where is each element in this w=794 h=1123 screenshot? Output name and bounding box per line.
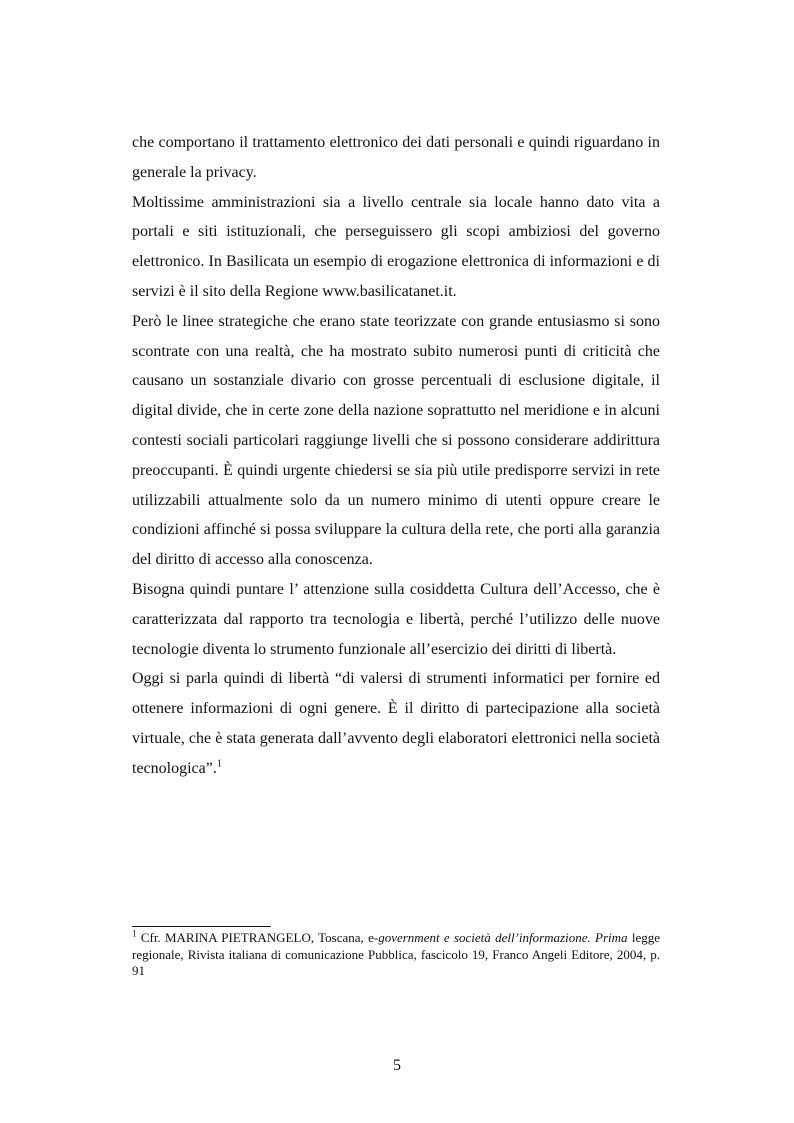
paragraph-1: che comportano il trattamento elettronico dei dati personali e quindi riguardano in generale la privacy. — [132, 134, 660, 181]
footnote-separator — [132, 926, 271, 927]
paragraph-5-text: Oggi si parla quindi di libertà “di valersi di strumenti informatici per fornire ed ottenere informazioni di ogni genere. È il diritto di partecipazione alla società virtuale, che è stata generata dall’avvento degli elaboratori elettronici nella società tecnologica”. — [132, 670, 660, 777]
footnote-number: 1 — [132, 928, 137, 939]
paragraph-5 — [132, 664, 660, 783]
footnote-reference[interactable]: 1 — [216, 758, 222, 770]
footnote-italic-title: government e società dell’informazione. Prima — [378, 930, 628, 945]
footnote-prefix: Cfr. MARINA PIETRANGELO, Toscana, e- — [140, 930, 379, 945]
footnote-rest: legge regionale, Rivista italiana di comunicazione Pubblica, fascicolo 19, Franco Angeli Editore, 2004, p. 91 — [132, 930, 661, 978]
paragraph-3: Però le linee strategiche che erano state teorizzate con grande entusiasmo si sono scontrate con una realtà, che ha mostrato subito numerosi punti di criticità che causano un sostanziale divario con grosse percentuali di esclusione digitale, il digital divide, che in certe zone della nazione soprattutto nel meridione e in alcuni contesti sociali particolari raggiunge livelli che si possono considerare addirittura preoccupanti. È quindi urgente chiedersi se sia più utile predisporre servizi in rete utilizzabili attualmente solo da un numero minimo di utenti oppure creare le condizioni affinché si possa sviluppare la cultura della rete, che porti alla garanzia del diritto di accesso alla conoscenza. — [132, 312, 660, 569]
paragraph-4: Bisogna quindi puntare l’ attenzione sulla cosiddetta Cultura dell’Accesso, che è caratterizzata dal rapporto tra tecnologia e libertà, perché l’utilizzo delle nuove tecnologie diventa lo strumento funzionale all’esercizio dei diritti di libertà. — [132, 580, 660, 658]
paragraph-2: Moltissime amministrazioni sia a livello centrale sia locale hanno dato vita a portali e siti istituzionali, che perseguissero gli scopi ambiziosi del governo elettronico. In Basilicata un esempio di erogazione elettronica di informazioni e di servizi è il sito della Regione www.basilicatanet.it. — [132, 193, 660, 300]
body-text — [132, 128, 660, 784]
footnote — [132, 930, 660, 980]
page-number: 5 — [393, 1057, 401, 1074]
